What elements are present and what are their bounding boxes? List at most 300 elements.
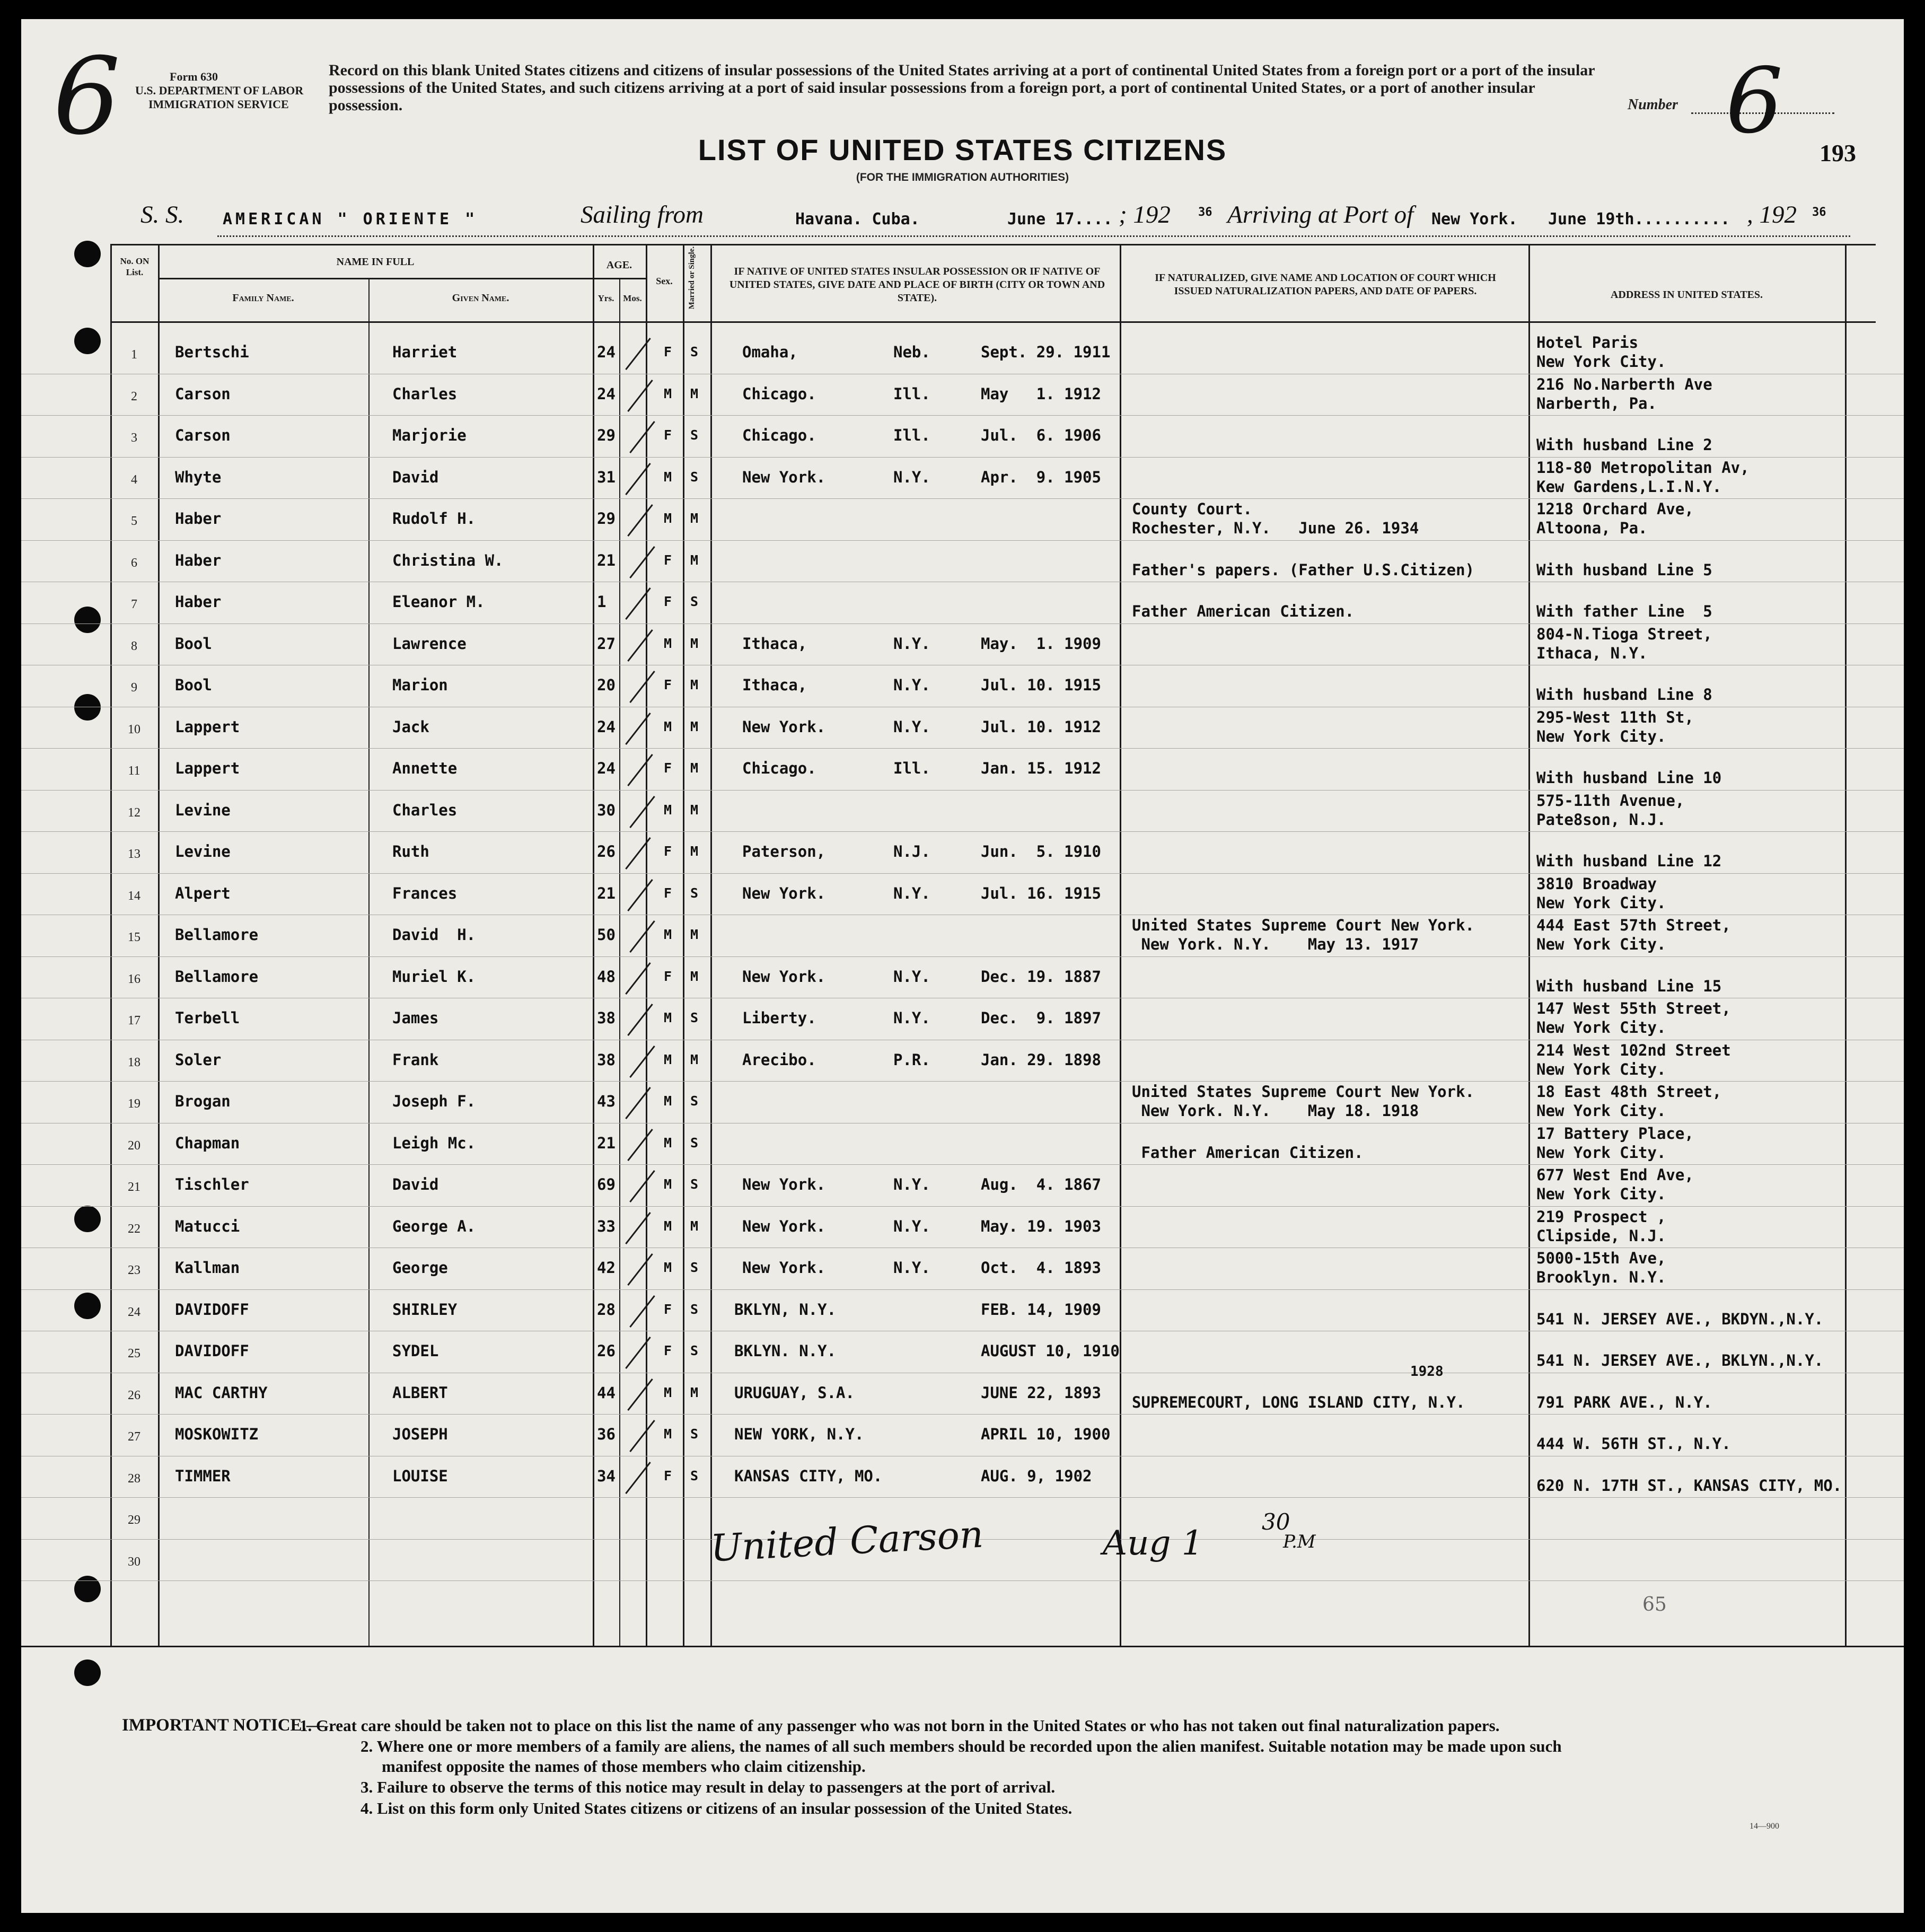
age-years: 21 xyxy=(597,884,616,902)
naturalization-line: County Court. xyxy=(1132,500,1252,518)
family-name: Bertschi xyxy=(175,343,249,361)
service-label: IMMIGRATION SERVICE xyxy=(148,98,289,111)
header-naturalized: IF NATURALIZED, GIVE NAME AND LOCATION OF COURT WHICH ISSUED NATURALIZATION PAPERS, AND DATE OF PAPERS. xyxy=(1155,272,1496,297)
address-line: 620 N. 17TH ST., KANSAS CITY, MO. xyxy=(1536,1476,1842,1495)
age-years: 24 xyxy=(597,717,616,736)
marital-status: S xyxy=(690,1093,699,1109)
sailing-from: Havana. Cuba. xyxy=(795,210,920,229)
address-line: New York City. xyxy=(1536,353,1666,371)
birth-state: Ill. xyxy=(893,759,930,777)
arrival-port: New York. xyxy=(1431,210,1518,229)
check-mark xyxy=(629,546,655,578)
form-number: Form 630 xyxy=(170,70,218,83)
age-years: 24 xyxy=(597,343,616,361)
age-years: 21 xyxy=(597,551,616,569)
address-line: 541 N. JERSEY AVE., BKLYN.,N.Y. xyxy=(1536,1351,1824,1369)
row-number: 26 xyxy=(128,1388,140,1402)
row-number: 18 xyxy=(128,1055,140,1069)
page-subtitle: (FOR THE IMMIGRATION AUTHORITIES) xyxy=(856,171,1069,183)
marital-status: S xyxy=(690,1260,699,1275)
handwritten-signature: United Carson xyxy=(709,1512,985,1570)
birth-date: Sept. 29. 1911 xyxy=(981,343,1111,361)
birth-city: Liberty. xyxy=(742,1009,816,1027)
family-name: Haber xyxy=(175,551,222,569)
binder-hole xyxy=(74,241,101,267)
birth-city: New York. xyxy=(742,1175,826,1193)
given-name: Marion xyxy=(392,676,448,694)
address-line: 677 West End Ave, xyxy=(1536,1166,1694,1184)
address-line: Narberth, Pa. xyxy=(1536,394,1657,412)
birth-place: URUGUAY, S.A. xyxy=(734,1383,855,1402)
given-name: Annette xyxy=(392,759,458,777)
birth-date: Jun. 5. 1910 xyxy=(981,842,1101,860)
birth-state: N.Y. xyxy=(893,676,930,694)
address-line: With husband Line 8 xyxy=(1536,686,1712,704)
family-name: Lappert xyxy=(175,759,240,777)
table-row xyxy=(21,540,1904,582)
family-name: Levine xyxy=(175,801,231,819)
row-number: 29 xyxy=(128,1513,140,1527)
marital-status: M xyxy=(690,968,699,984)
arrival-date: June 19th.......... xyxy=(1548,210,1730,229)
voyage-underline xyxy=(217,235,1850,237)
birth-state: N.Y. xyxy=(893,1009,930,1027)
given-name: Frances xyxy=(392,884,458,902)
given-name: Lawrence xyxy=(392,634,467,653)
table-row xyxy=(21,915,1904,956)
table-row xyxy=(21,1363,1904,1414)
sex: M xyxy=(664,1135,672,1151)
address-line: 541 N. JERSEY AVE., BKDYN.,N.Y. xyxy=(1536,1310,1824,1328)
birth-place: BKLYN, N.Y. xyxy=(734,1300,837,1319)
binder-hole xyxy=(74,1659,101,1686)
marital-status: M xyxy=(690,802,699,818)
address-line: New York City. xyxy=(1536,1143,1666,1162)
name-subheader-rule xyxy=(158,278,593,279)
sex: M xyxy=(664,1218,672,1234)
address-line: With father Line 5 xyxy=(1536,602,1712,620)
header-given-name: Given Name. xyxy=(452,292,509,304)
arrive-year-prefix: , 192 xyxy=(1747,201,1797,229)
naturalization-line: Father American Citizen. xyxy=(1132,602,1355,620)
header-no-on-list: No. ON List. xyxy=(120,256,150,277)
row-number: 28 xyxy=(128,1471,140,1486)
given-name: Christina W. xyxy=(392,551,504,569)
birth-city: Chicago. xyxy=(742,384,816,403)
birth-city: Arecibo. xyxy=(742,1050,816,1069)
family-name: Matucci xyxy=(175,1217,240,1235)
table-top-rule xyxy=(110,244,1876,245)
given-name: Joseph F. xyxy=(392,1092,476,1110)
age-years: 28 xyxy=(597,1300,616,1319)
check-mark xyxy=(627,1004,653,1036)
birth-place: KANSAS CITY, MO. xyxy=(734,1466,883,1485)
table-row xyxy=(21,1414,1904,1455)
notice-item-2: 2. Where one or more members of a family are aliens, the names of all such members should be recorded upon the alien manifest. Suitable notation may be made upon such xyxy=(361,1737,1562,1755)
given-name: David xyxy=(392,468,439,486)
table-row xyxy=(21,748,1904,789)
header-address: ADDRESS IN UNITED STATES. xyxy=(1610,289,1763,301)
sex: M xyxy=(664,1051,672,1067)
table-row xyxy=(21,415,1904,456)
family-name: Bellamore xyxy=(175,967,259,986)
given-name: Ruth xyxy=(392,842,429,860)
family-name: Haber xyxy=(175,510,222,528)
marital-status: S xyxy=(690,1426,699,1442)
age-years: 69 xyxy=(597,1175,616,1193)
check-mark xyxy=(627,380,653,412)
depart-year: 36 xyxy=(1198,206,1212,219)
birth-state: N.Y. xyxy=(893,634,930,653)
age-years: 38 xyxy=(597,1009,616,1027)
marital-status: S xyxy=(690,1343,699,1358)
check-mark xyxy=(627,1253,653,1286)
birth-city: New York. xyxy=(742,1259,826,1277)
address-line: New York City. xyxy=(1536,1185,1666,1203)
header-age-months: Mos. xyxy=(623,293,642,303)
given-name: Rudolf H. xyxy=(392,510,476,528)
table-row xyxy=(21,332,1904,373)
age-years: 1 xyxy=(597,593,606,611)
header-birth: IF NATIVE OF UNITED STATES INSULAR POSSESSION OR IF NATIVE OF UNITED STATES, GIVE DATE AND PLACE OF BIRTH (CITY OR TOWN AND STATE). xyxy=(729,266,1105,304)
given-name: David xyxy=(392,1175,439,1193)
family-name: Lappert xyxy=(175,717,240,736)
given-name: SYDEL xyxy=(392,1342,439,1360)
address-line: New York City. xyxy=(1536,893,1666,912)
birth-date: May. 19. 1903 xyxy=(981,1217,1101,1235)
family-name: Bool xyxy=(175,634,212,653)
handwritten-date: Aug 1 xyxy=(1103,1524,1203,1563)
sex: M xyxy=(664,1426,672,1442)
sex: M xyxy=(664,1176,672,1192)
row-number: 3 xyxy=(131,431,137,445)
sex: F xyxy=(664,552,672,568)
marital-status: M xyxy=(690,718,699,734)
page-number: 193 xyxy=(1819,139,1856,166)
row-number: 21 xyxy=(128,1180,140,1194)
address-line: New York City. xyxy=(1536,727,1666,745)
naturalization-line: SUPREMECOURT, LONG ISLAND CITY, N.Y. xyxy=(1132,1393,1465,1411)
check-mark xyxy=(629,671,655,703)
table-row xyxy=(21,707,1904,748)
age-years: 43 xyxy=(597,1092,616,1110)
age-years: 50 xyxy=(597,926,616,944)
sex: M xyxy=(664,1260,672,1275)
family-name: Chapman xyxy=(175,1134,240,1152)
birth-city: New York. xyxy=(742,967,826,986)
table-row xyxy=(21,1331,1904,1372)
birth-date: Jul. 10. 1915 xyxy=(981,676,1101,694)
marital-status: M xyxy=(690,677,699,692)
header-sex: Sex. xyxy=(656,276,673,286)
family-name: DAVIDOFF xyxy=(175,1342,249,1360)
row-number: 25 xyxy=(128,1347,140,1360)
row-number: 1 xyxy=(131,348,137,362)
row-number: 2 xyxy=(131,389,137,403)
birth-state: Neb. xyxy=(893,343,930,361)
marital-status: M xyxy=(690,1384,699,1400)
birth-place: NEW YORK, N.Y. xyxy=(734,1425,864,1443)
birth-state: N.Y. xyxy=(893,967,930,986)
address-line: Clipside, N.J. xyxy=(1536,1226,1666,1245)
address-line: 444 W. 56TH ST., N.Y. xyxy=(1536,1435,1731,1453)
sex: M xyxy=(664,1384,672,1400)
notice-item-1: 1. Great care should be taken not to place on this list the name of any passenger who was not born in the United States or who has not taken out final naturalization papers. xyxy=(300,1716,1500,1735)
check-mark xyxy=(629,421,655,453)
marital-status: S xyxy=(690,469,699,485)
naturalization-line: Father's papers. (Father U.S.Citizen) xyxy=(1132,560,1475,579)
birth-city: Paterson, xyxy=(742,842,826,860)
sex: F xyxy=(664,844,672,859)
family-name: Kallman xyxy=(175,1259,240,1277)
table-row xyxy=(21,1289,1904,1331)
birth-state: Ill. xyxy=(893,384,930,403)
age-years: 38 xyxy=(597,1050,616,1069)
birth-date: Dec. 9. 1897 xyxy=(981,1009,1101,1027)
address-line: New York City. xyxy=(1536,935,1666,953)
birth-state: N.Y. xyxy=(893,884,930,902)
row-number: 16 xyxy=(128,972,140,986)
sex: M xyxy=(664,635,672,651)
birth-date: Jul. 10. 1912 xyxy=(981,717,1101,736)
check-mark xyxy=(625,463,651,495)
marital-status: M xyxy=(690,927,699,942)
check-mark xyxy=(627,1378,653,1411)
age-years: 42 xyxy=(597,1259,616,1277)
family-name: DAVIDOFF xyxy=(175,1300,249,1319)
table-row xyxy=(21,790,1904,831)
family-name: MAC CARTHY xyxy=(175,1383,268,1402)
given-name: Muriel K. xyxy=(392,967,476,986)
sex: M xyxy=(664,469,672,485)
table-row xyxy=(21,1164,1904,1206)
page-title: LIST OF UNITED STATES CITIZENS xyxy=(698,133,1227,166)
row-number: 13 xyxy=(128,847,140,861)
given-name: Eleanor M. xyxy=(392,593,485,611)
address-line: 214 West 102nd Street xyxy=(1536,1041,1731,1059)
table-row xyxy=(21,1081,1904,1122)
check-mark xyxy=(627,879,653,911)
ship-name: AMERICAN " ORIENTE " xyxy=(223,210,478,229)
check-mark xyxy=(629,920,655,953)
marital-status: M xyxy=(690,1051,699,1067)
family-name: Carson xyxy=(175,426,231,444)
row-number: 7 xyxy=(131,598,137,611)
address-line: Kew Gardens,L.I.N.Y. xyxy=(1536,477,1722,496)
birth-state: N.Y. xyxy=(893,1175,930,1193)
row-number: 17 xyxy=(128,1014,140,1028)
given-name: George xyxy=(392,1259,448,1277)
row-number: 11 xyxy=(128,764,140,778)
marital-status: S xyxy=(690,885,699,901)
sex: M xyxy=(664,927,672,942)
marital-status: M xyxy=(690,385,699,401)
check-mark xyxy=(629,796,655,828)
age-years: 31 xyxy=(597,468,616,486)
family-name: Haber xyxy=(175,593,222,611)
age-years: 20 xyxy=(597,676,616,694)
table-row xyxy=(21,998,1904,1039)
birth-date: Oct. 4. 1893 xyxy=(981,1259,1101,1277)
ss-label: S. S. xyxy=(140,201,184,229)
check-mark xyxy=(627,754,653,786)
age-years: 48 xyxy=(597,967,616,986)
address-line: 444 East 57th Street, xyxy=(1536,916,1731,934)
check-mark xyxy=(625,587,651,620)
check-mark xyxy=(625,1087,651,1119)
row-number: 20 xyxy=(128,1138,140,1153)
row-number: 19 xyxy=(128,1097,140,1111)
sex: M xyxy=(664,718,672,734)
address-line: With husband Line 12 xyxy=(1536,852,1722,870)
depart-date: June 17.... xyxy=(1007,210,1113,229)
address-line: Pate8son, N.J. xyxy=(1536,810,1666,829)
header-age-years: Yrs. xyxy=(597,293,614,303)
birth-date: Jan. 29. 1898 xyxy=(981,1050,1101,1069)
marital-status: S xyxy=(690,344,699,359)
birth-city: Ithaca, xyxy=(742,676,807,694)
age-years: 27 xyxy=(597,634,616,653)
given-name: James xyxy=(392,1009,439,1027)
check-mark xyxy=(629,1046,655,1078)
age-years: 26 xyxy=(597,842,616,860)
marital-status: S xyxy=(690,1176,699,1192)
age-years: 21 xyxy=(597,1134,616,1152)
birth-date: Apr. 9. 1905 xyxy=(981,468,1101,486)
birth-state: N.J. xyxy=(893,842,930,860)
row-number: 5 xyxy=(131,514,137,528)
sex: F xyxy=(664,344,672,359)
address-line: Altoona, Pa. xyxy=(1536,519,1648,537)
row-number: 14 xyxy=(128,889,140,903)
marital-status: S xyxy=(690,594,699,609)
check-mark xyxy=(627,629,653,662)
notice-item-2-cont: manifest opposite the names of those members who claim citizenship. xyxy=(382,1757,866,1776)
given-name: LOUISE xyxy=(392,1466,448,1485)
address-line: 216 No.Narberth Ave xyxy=(1536,375,1712,393)
marital-status: M xyxy=(690,844,699,859)
row-number: 9 xyxy=(131,681,137,695)
check-mark xyxy=(625,1462,651,1494)
address-line: 791 PARK AVE., N.Y. xyxy=(1536,1393,1712,1411)
naturalization-line: New York. N.Y. May 13. 1917 xyxy=(1132,935,1419,953)
address-line: 17 Battery Place, xyxy=(1536,1124,1694,1143)
given-name: SHIRLEY xyxy=(392,1300,458,1319)
table-bottom-rule xyxy=(21,1646,1904,1647)
marital-status: S xyxy=(690,1135,699,1151)
header-age: AGE. xyxy=(606,259,632,271)
table-row xyxy=(21,665,1904,706)
sex: F xyxy=(664,1468,672,1483)
row-number: 22 xyxy=(128,1222,140,1236)
given-name: Jack xyxy=(392,717,429,736)
naturalization-line: New York. N.Y. May 18. 1918 xyxy=(1132,1102,1419,1120)
family-name: Tischler xyxy=(175,1175,249,1193)
department-label: U.S. DEPARTMENT OF LABOR xyxy=(135,84,304,97)
row-number: 30 xyxy=(128,1555,140,1569)
age-years: 34 xyxy=(597,1466,616,1485)
notice-item-3: 3. Failure to observe the terms of this notice may result in delay to passengers at the port of arrival. xyxy=(361,1778,1056,1796)
marital-status: S xyxy=(690,1010,699,1025)
naturalization-line: United States Supreme Court New York. xyxy=(1132,1083,1475,1101)
sex: F xyxy=(664,677,672,692)
sex: F xyxy=(664,1301,672,1317)
birth-city: Omaha, xyxy=(742,343,798,361)
check-mark xyxy=(627,1129,653,1161)
given-name: David H. xyxy=(392,926,476,944)
birth-state: N.Y. xyxy=(893,1259,930,1277)
address-line: 118-80 Metropolitan Av, xyxy=(1536,458,1750,477)
birth-date: May. 1. 1909 xyxy=(981,634,1101,653)
birth-city: New York. xyxy=(742,717,826,736)
family-name: MOSKOWITZ xyxy=(175,1425,259,1443)
birth-city: Chicago. xyxy=(742,426,816,444)
birth-date: FEB. 14, 1909 xyxy=(981,1300,1101,1319)
row-number: 8 xyxy=(131,639,137,653)
marital-status: M xyxy=(690,511,699,526)
table-row xyxy=(21,873,1904,915)
check-mark xyxy=(625,962,651,995)
given-name: George A. xyxy=(392,1217,476,1235)
arrival-year: 36 xyxy=(1812,206,1826,219)
check-mark xyxy=(627,504,653,537)
sex: M xyxy=(664,385,672,401)
age-years: 30 xyxy=(597,801,616,819)
age-years: 24 xyxy=(597,384,616,403)
sex: F xyxy=(664,1343,672,1358)
birth-date: Jul. 16. 1915 xyxy=(981,884,1101,902)
birth-date: Aug. 4. 1867 xyxy=(981,1175,1101,1193)
sex: M xyxy=(664,1010,672,1025)
birth-state: P.R. xyxy=(893,1050,930,1069)
check-mark xyxy=(625,837,651,870)
check-mark xyxy=(625,338,651,370)
age-years: 26 xyxy=(597,1342,616,1360)
marital-status: M xyxy=(690,552,699,568)
sex: M xyxy=(664,1093,672,1109)
age-years: 29 xyxy=(597,510,616,528)
marital-status: M xyxy=(690,635,699,651)
marital-status: S xyxy=(690,1468,699,1483)
family-name: Levine xyxy=(175,842,231,860)
arriving-label: Arriving at Port of xyxy=(1227,201,1414,229)
number-value: 6 xyxy=(1726,49,1783,154)
address-line: 147 West 55th Street, xyxy=(1536,999,1731,1017)
depart-year-prefix: ; 192 xyxy=(1119,201,1171,229)
sailing-label: Sailing from xyxy=(581,201,704,229)
row-number: 12 xyxy=(128,805,140,820)
address-line: 575-11th Avenue, xyxy=(1536,791,1685,810)
given-name: JOSEPH xyxy=(392,1425,448,1443)
address-line: New York City. xyxy=(1536,1018,1666,1037)
birth-state: Ill. xyxy=(893,426,930,444)
address-line: 804-N.Tioga Street, xyxy=(1536,625,1712,643)
family-name: Alpert xyxy=(175,884,231,902)
row-number: 15 xyxy=(128,930,140,944)
address-line: With husband Line 15 xyxy=(1536,977,1722,995)
naturalization-line: United States Supreme Court New York. xyxy=(1132,916,1475,934)
naturalization-year: 1928 xyxy=(1410,1363,1444,1380)
given-name: Harriet xyxy=(392,343,458,361)
birth-state: N.Y. xyxy=(893,468,930,486)
sex: M xyxy=(664,802,672,818)
pencil-note: 65 xyxy=(1642,1594,1667,1615)
address-line: Hotel Paris xyxy=(1536,333,1639,352)
age-years: 29 xyxy=(597,426,616,444)
table-row xyxy=(21,1456,1904,1497)
row-number: 24 xyxy=(128,1305,140,1319)
row-number: 4 xyxy=(131,472,137,487)
